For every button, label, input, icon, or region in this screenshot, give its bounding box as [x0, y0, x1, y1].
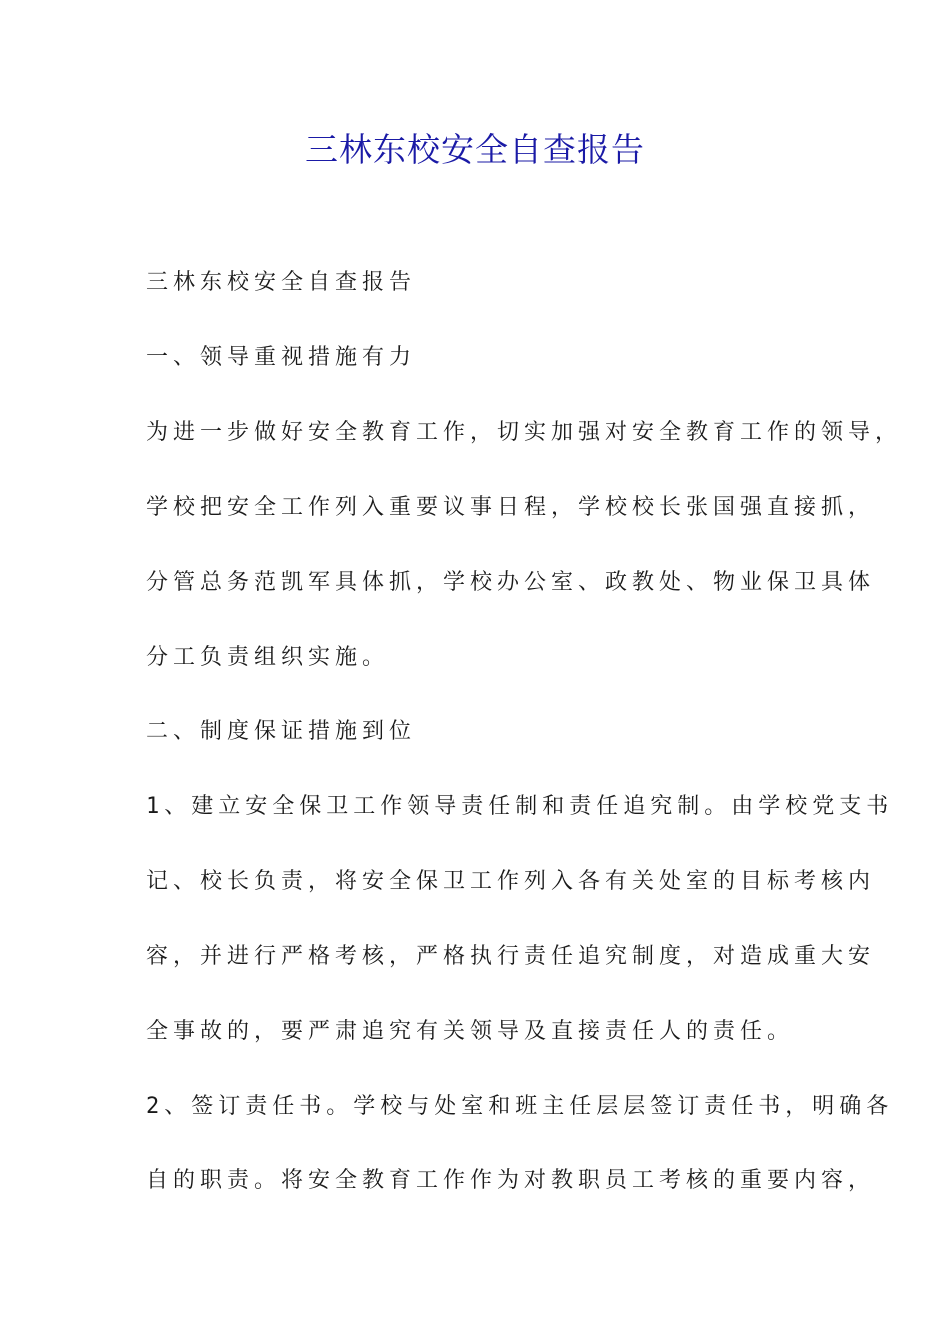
paragraph-line: 1、建立安全保卫工作领导责任制和责任追究制。由学校党支书	[146, 794, 894, 819]
paragraph-line: 容，并进行严格考核，严格执行责任追究制度，对造成重大安	[146, 944, 876, 969]
paragraph-line: 自的职责。将安全教育工作作为对教职员工考核的重要内容，	[146, 1168, 876, 1193]
section-heading: 三林东校安全自查报告	[146, 270, 417, 295]
section-heading: 一、领导重视措施有力	[146, 345, 417, 370]
paragraph-line: 为进一步做好安全教育工作，切实加强对安全教育工作的领导，	[146, 420, 903, 445]
document-title: 三林东校安全自查报告	[305, 130, 645, 169]
paragraph-line: 分管总务范凯军具体抓，学校办公室、政教处、物业保卫具体	[146, 570, 876, 595]
section-heading: 二、制度保证措施到位	[146, 719, 417, 744]
paragraph-line: 全事故的，要严肃追究有关领导及直接责任人的责任。	[146, 1019, 795, 1044]
paragraph-line: 学校把安全工作列入重要议事日程，学校校长张国强直接抓，	[146, 495, 876, 520]
paragraph-line: 2、签订责任书。学校与处室和班主任层层签订责任书，明确各	[146, 1094, 894, 1119]
paragraph-line: 记、校长负责，将安全保卫工作列入各有关处室的目标考核内	[146, 869, 876, 894]
paragraph-line: 分工负责组织实施。	[146, 645, 390, 670]
